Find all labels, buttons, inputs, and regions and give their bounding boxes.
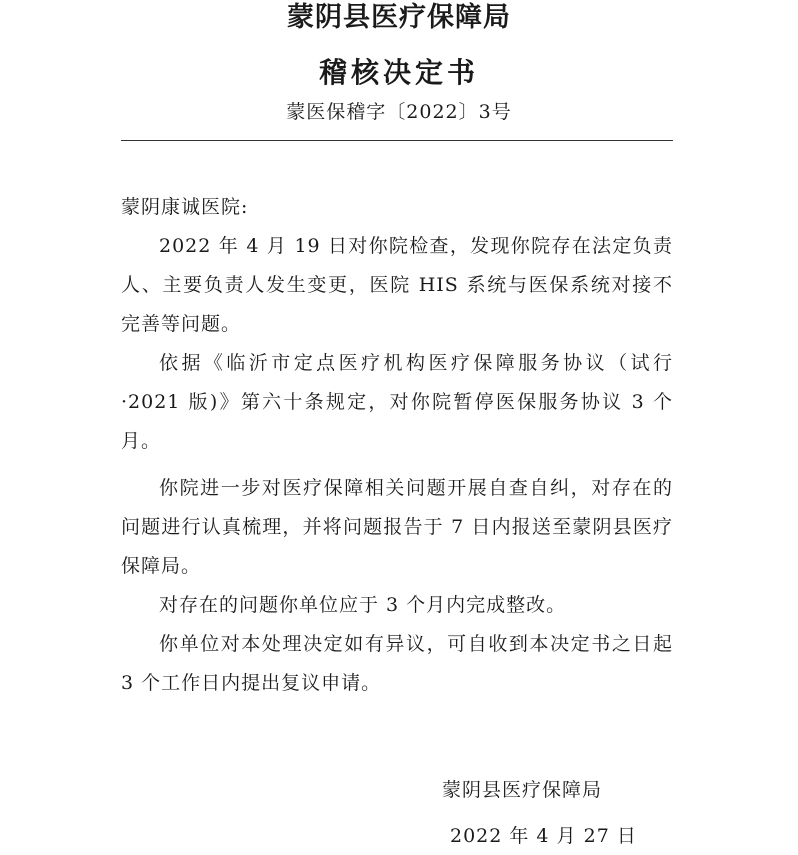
body-paragraph-1: 2022 年 4 月 19 日对你院检查，发现你院存在法定负责人、主要负责人发生变更，医院 HIS 系统与医保系统对接不完善等问题。 [121,235,673,335]
signature-date: 2022 年 4 月 27 日 [450,825,637,847]
issuer-name: 蒙阴县医疗保障局 [287,2,511,33]
body-paragraph-3: 你院进一步对医疗保障相关问题开展自查自纠，对存在的问题进行认真梳理，并将问题报告于 7 日内报送至蒙阴县医疗保障局。 [121,477,673,577]
document-body [121,188,673,703]
signature-block [400,771,650,855]
document-number: 蒙医保稽字〔2022〕3号 [286,101,512,123]
addressee: 蒙阴康诚医院: [121,196,249,218]
document-title: 稽核决定书 [318,56,479,89]
signature-organization: 蒙阴县医疗保障局 [442,779,603,801]
body-paragraph-4: 对存在的问题你单位应于 3 个月内完成整改。 [159,594,567,616]
body-paragraph-2: 依据《临沂市定点医疗机构医疗保障服务协议（试行·2021 版)》第六十条规定，对你院暂停医保服务协议 3 个月。 [121,352,673,452]
header-divider [121,140,673,141]
body-paragraph-5: 你单位对本处理决定如有异议，可自收到本决定书之日起 3 个工作日内提出复议申请。 [121,633,673,694]
